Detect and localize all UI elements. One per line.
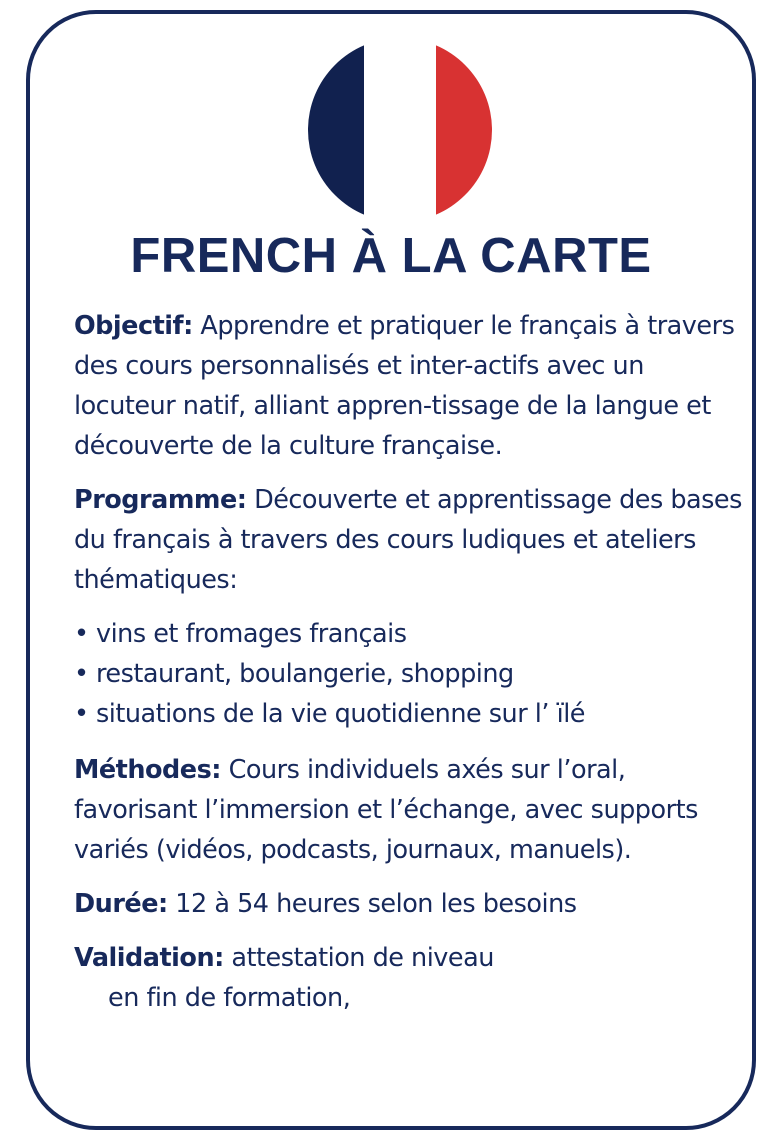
objectif-section	[74, 306, 744, 466]
programme-section	[74, 480, 744, 600]
validation-line2: en fin de formation,	[108, 983, 351, 1013]
flag-white-band	[364, 38, 436, 222]
methodes-section	[74, 750, 744, 870]
bullet-icon: •	[74, 699, 89, 729]
validation-line1: attestation de niveau	[231, 943, 494, 973]
card-content	[74, 306, 744, 1018]
page-title: FRENCH À LA CARTE	[130, 229, 652, 283]
duree-label: Durée:	[74, 889, 168, 919]
methodes-label: Méthodes:	[74, 755, 221, 785]
methodes-text: Cours individuels axés sur l’oral, favorisant l’immersion et l’échange, avec supports variés (vidéos, podcasts, journaux, manuels).	[74, 755, 698, 865]
list-item: • vins et fromages français	[74, 614, 744, 654]
list-item: • restaurant, boulangerie, shopping	[74, 654, 744, 694]
programme-label: Programme:	[74, 485, 247, 515]
validation-label: Validation:	[74, 943, 224, 973]
objectif-text: Apprendre et pratiquer le français à travers des cours personnalisés et inter-actifs avec un locuteur natif, alliant appren-tissage de la langue et découverte de la culture française.	[74, 311, 735, 461]
programme-text: Découverte et apprentissage des bases du français à travers des cours ludiques et ateliers thématiques:	[74, 485, 742, 595]
programme-list	[74, 614, 744, 734]
objectif-label: Objectif:	[74, 311, 193, 341]
duree-section	[74, 884, 744, 924]
french-flag-icon	[308, 38, 492, 222]
list-item: • situations de la vie quotidienne sur l’ ïlé	[74, 694, 744, 734]
duree-text: 12 à 54 heures selon les besoins	[175, 889, 577, 919]
bullet-icon: •	[74, 659, 89, 689]
validation-section	[74, 938, 744, 1018]
bullet-icon: •	[74, 619, 89, 649]
